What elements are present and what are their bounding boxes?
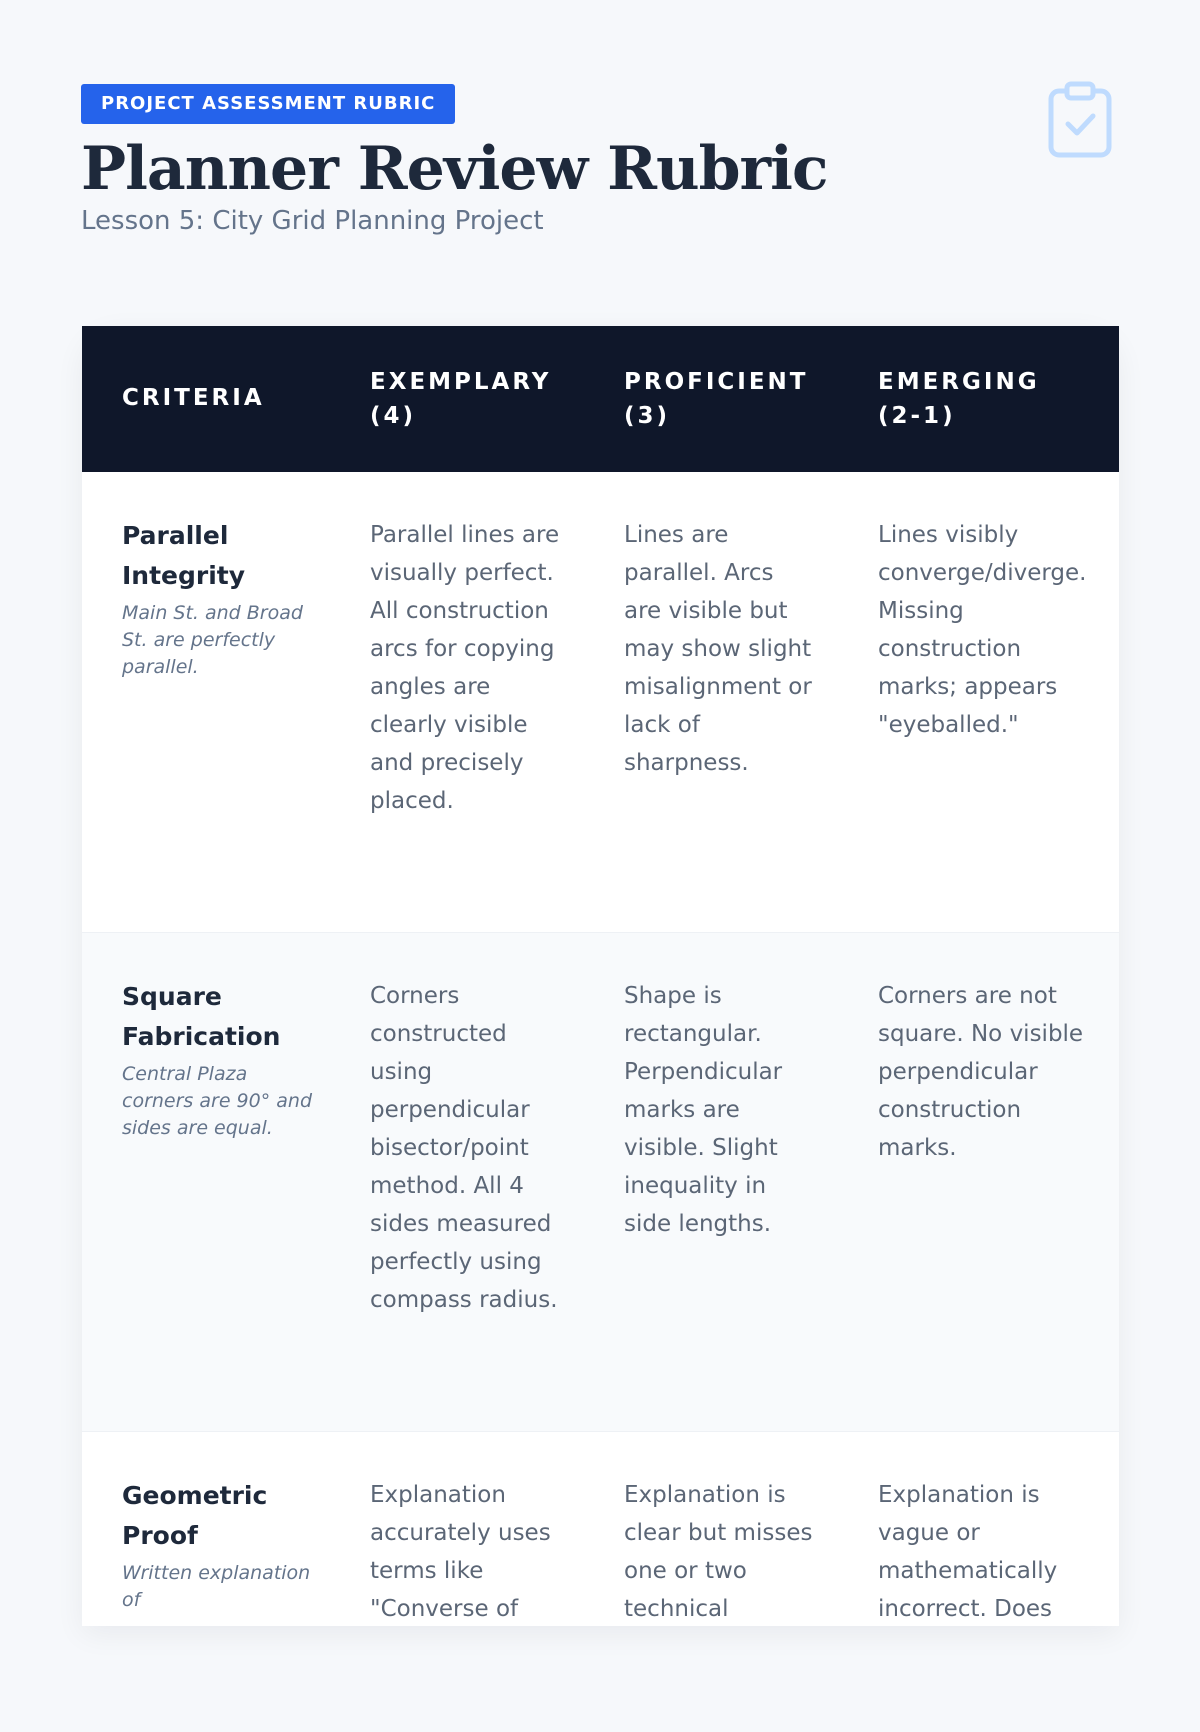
criterion-cell (122, 1476, 322, 1614)
criterion-description: Written explanation of (122, 1562, 311, 1611)
exemplary-cell: Explanation accurately uses terms like "Converse of (370, 1482, 551, 1622)
assessment-badge: PROJECT ASSESSMENT RUBRIC (81, 84, 455, 124)
rubric-header-row (82, 326, 1119, 472)
criterion-cell (122, 977, 322, 1142)
exemplary-cell: Corners constructed using perpendicular bisector/point method. All 4 sides measured perfectly using compass radius. (370, 983, 558, 1313)
proficient-cell: Explanation is clear but misses one or two technical (624, 1482, 813, 1622)
column-header-proficient: PROFICIENT (3) (624, 369, 809, 429)
table-row (82, 933, 1119, 1432)
criterion-cell (122, 516, 322, 681)
page-title: Planner Review Rubric (81, 134, 828, 204)
page-subtitle: Lesson 5: City Grid Planning Project (81, 206, 544, 236)
criterion-description: Main St. and Broad St. are perfectly parallel. (122, 602, 303, 678)
criterion-name: Parallel Integrity (122, 521, 246, 590)
table-row (82, 1432, 1119, 1732)
column-header-exemplary: EXEMPLARY (4) (370, 369, 552, 429)
emerging-cell: Corners are not square. No visible perpendicular construction marks. (878, 983, 1084, 1161)
rubric-table (82, 326, 1119, 1626)
proficient-cell: Shape is rectangular. Perpendicular marks are visible. Slight inequality in side lengths. (624, 983, 783, 1237)
column-header-criteria: CRITERIA (122, 385, 265, 411)
exemplary-cell: Parallel lines are visually perfect. All construction arcs for copying angles are clearly visible and precisely placed. (370, 522, 560, 814)
criterion-description: Central Plaza corners are 90° and sides are equal. (122, 1063, 313, 1139)
clipboard-check-icon (1048, 82, 1112, 158)
column-header-emerging: EMERGING (2-1) (878, 369, 1040, 429)
emerging-cell: Lines visibly converge/diverge. Missing construction marks; appears "eyeballed." (878, 522, 1087, 738)
proficient-cell: Lines are parallel. Arcs are visible but may show slight misalignment or lack of sharpness. (624, 522, 812, 776)
criterion-name: Geometric Proof (122, 1481, 268, 1550)
emerging-cell: Explanation is vague or mathematically incorrect. Does (878, 1482, 1058, 1622)
criterion-name: Square Fabrication (122, 982, 281, 1051)
page-header (81, 84, 1121, 238)
table-row (82, 472, 1119, 933)
